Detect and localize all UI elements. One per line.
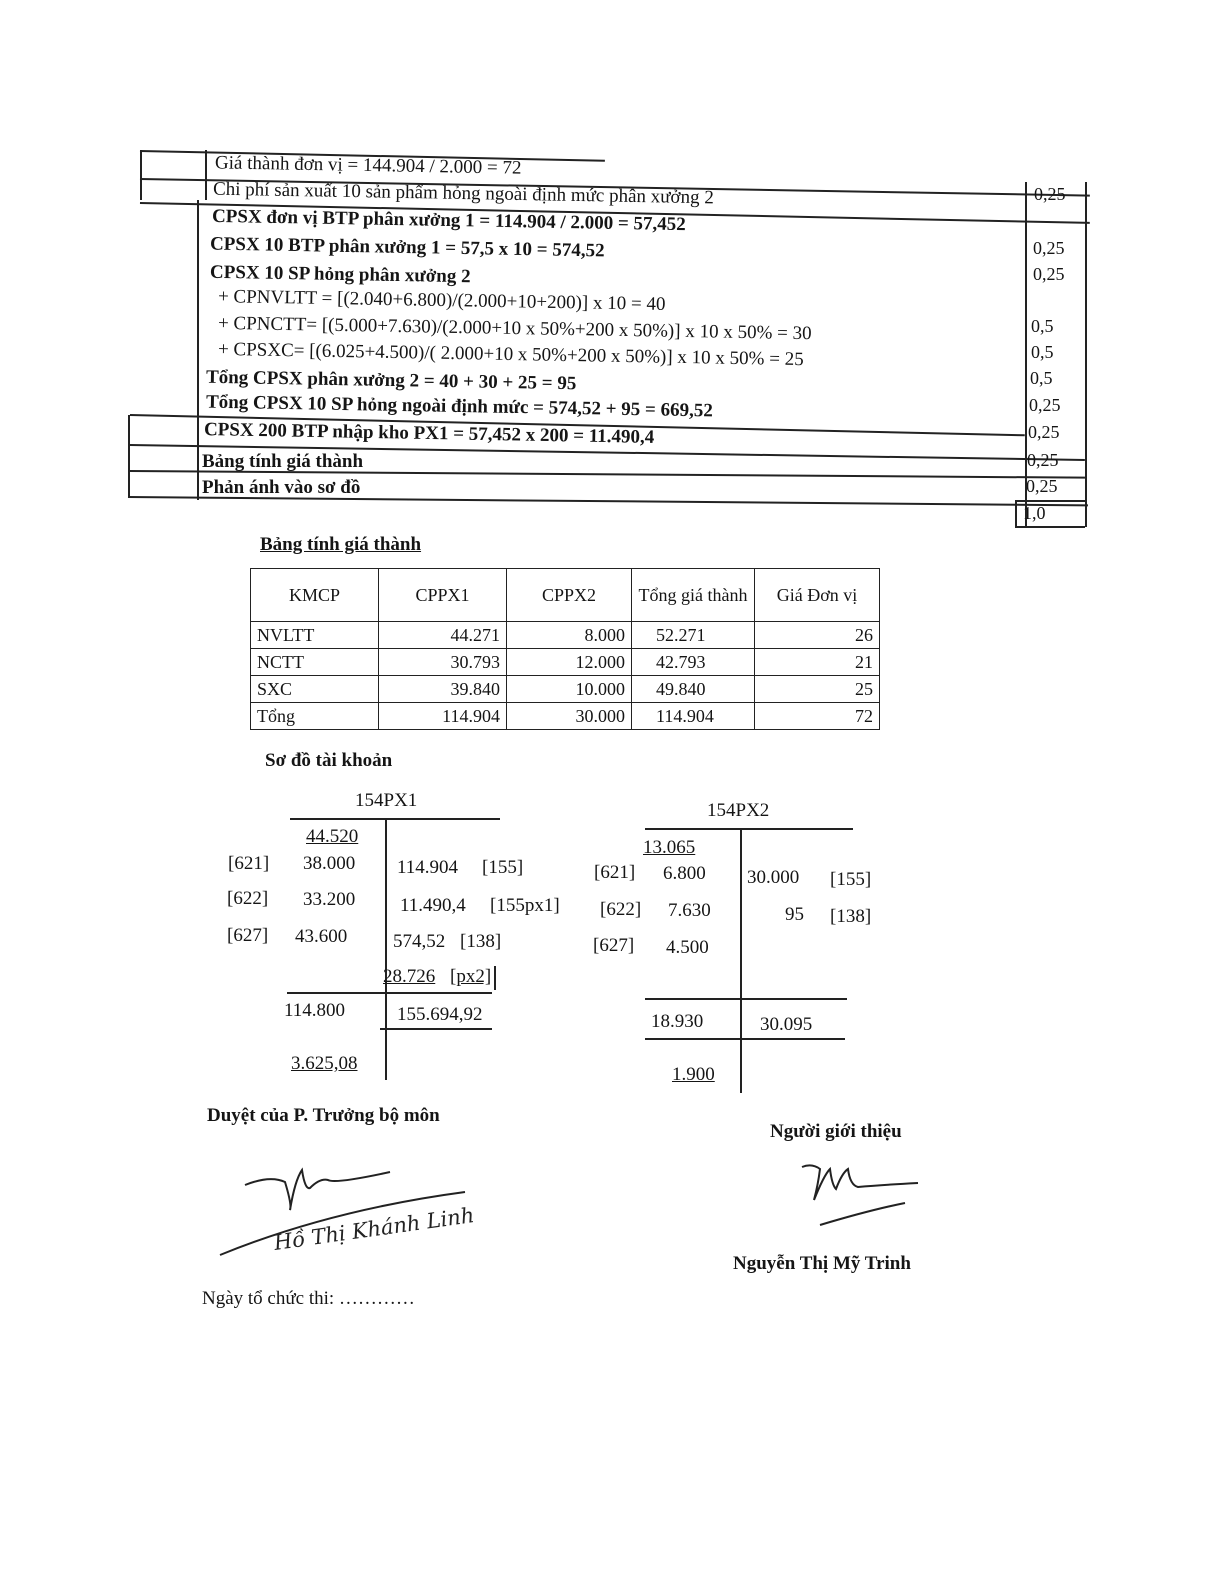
answer-row-3: CPSX đơn vị BTP phân xưởng 1 = 114.904 / 2.000 = 57,452 [211,205,686,236]
score-row-4: 0,25 [1033,238,1065,258]
debit-amount: 6.800 [663,863,706,884]
cell-cppx2: 12.000 [507,649,632,676]
cell-cppx2: 8.000 [507,622,632,649]
credit-code: [155] [830,869,872,890]
debit-code: [622] [227,888,269,909]
score-row-12: 0,25 [1027,450,1059,470]
answer-row-10: Tổng CPSX 10 SP hỏng ngoài định mức = 574,52 + 95 = 669,52 [205,391,713,422]
cell-total: 114.904 [632,703,755,730]
answer-row-11: CPSX 200 BTP nhập kho PX1 = 57,452 x 200 = 11.490,4 [203,419,655,448]
debit-total: 18.930 [651,1011,704,1032]
header-cppx1: CPPX1 [379,569,507,622]
credit-total: 30.095 [760,1014,813,1035]
approver-signature [210,1150,480,1260]
table-row [251,676,880,703]
score-row-7: 0,5 [1031,316,1054,336]
credit-amount: 28.726 [383,966,436,987]
presenter-signature [790,1155,940,1235]
cell-cppx1: 39.840 [379,676,507,703]
credit-code: [138] [830,906,872,927]
score-row-14: 1,0 [1023,503,1046,523]
debit-amount: 7.630 [668,900,711,921]
cost-table-caption: Bảng tính giá thành [260,534,422,555]
credit-total: 155.694,92 [397,1004,483,1025]
credit-code: [px2] [450,966,492,987]
cell-unit: 25 [755,676,880,703]
cell-cppx2: 30.000 [507,703,632,730]
cell-total: 52.271 [632,622,755,649]
credit-code: [138] [460,931,502,952]
cell-kmcp: SXC [251,676,379,703]
closing-balance: 1.900 [672,1064,715,1085]
t-account-name: 154PX1 [355,790,418,811]
score-row-10: 0,25 [1029,395,1061,415]
cell-cppx1: 114.904 [379,703,507,730]
presenter-name: Nguyễn Thị Mỹ Trinh [733,1253,911,1274]
cell-kmcp: Tổng [251,703,379,730]
answer-row-1: Giá thành đơn vị = 144.904 / 2.000 = 72 [214,152,522,179]
account-diagram-title: Sơ đồ tài khoản [265,750,393,771]
cost-table-header [251,569,880,622]
header-kmcp: KMCP [251,569,379,622]
answer-row-13: Phản ánh vào sơ đồ [202,477,361,498]
credit-code: [155px1] [490,895,560,916]
answer-row-5: CPSX 10 SP hỏng phân xưởng 2 [209,261,471,288]
closing-balance: 3.625,08 [291,1053,358,1074]
approver-handwritten-name: Hồ Thị Khánh Linh [272,1203,476,1255]
debit-amount: 43.600 [295,926,348,947]
credit-amount: 574,52 [393,931,446,952]
answer-row-7: + CPNCTT= [(5.000+7.630)/(2.000+10 x 50%+200 x 50%)] x 10 x 50% = 30 [217,312,812,345]
header-cppx2: CPPX2 [507,569,632,622]
score-row-9: 0,5 [1030,368,1053,388]
approval-label: Duyệt của P. Trưởng bộ môn [207,1105,440,1126]
cell-cppx1: 30.793 [379,649,507,676]
score-row-13: 0,25 [1026,476,1058,496]
cell-total: 42.793 [632,649,755,676]
debit-amount: 38.000 [303,853,356,874]
score-row-2: 0,25 [1034,184,1066,204]
cell-cppx1: 44.271 [379,622,507,649]
answer-row-6: + CPNVLTT = [(2.040+6.800)/(2.000+10+200)] x 10 = 40 [217,286,666,315]
debit-code: [622] [600,899,642,920]
answer-row-2: Chi phí sản xuất 10 sản phẩm hỏng ngoài định mức phân xưởng 2 [212,178,714,209]
opening-balance: 13.065 [643,837,696,858]
cell-kmcp: NCTT [251,649,379,676]
cell-cppx2: 10.000 [507,676,632,703]
cell-kmcp: NVLTT [251,622,379,649]
score-row-8: 0,5 [1031,342,1054,362]
cell-unit: 21 [755,649,880,676]
answer-row-4: CPSX 10 BTP phân xưởng 1 = 57,5 x 10 = 574,52 [209,233,605,262]
cell-total: 49.840 [632,676,755,703]
table-row [251,649,880,676]
score-row-5: 0,25 [1033,264,1065,284]
credit-amount: 95 [785,904,804,925]
score-row-11: 0,25 [1028,422,1060,442]
credit-amount: 30.000 [747,867,800,888]
credit-amount: 11.490,4 [400,895,466,916]
debit-code: [627] [227,925,269,946]
opening-balance: 44.520 [306,826,359,847]
debit-code: [627] [593,935,635,956]
credit-code: [155] [482,857,524,878]
answer-row-8: + CPSXC= [(6.025+4.500)/( 2.000+10 x 50%+200 x 50%)] x 10 x 50% = 25 [217,338,804,371]
debit-total: 114.800 [284,1000,346,1021]
header-total-cost: Tổng giá thành [632,569,755,622]
debit-code: [621] [594,862,636,883]
debit-code: [621] [228,853,270,874]
t-account-name: 154PX2 [707,800,770,821]
debit-amount: 4.500 [666,937,709,958]
cost-table [250,568,880,730]
exam-date-label: Ngày tổ chức thi: ………… [202,1288,415,1309]
presenter-label: Người giới thiệu [770,1121,902,1142]
credit-amount: 114.904 [397,857,459,878]
cell-unit: 72 [755,703,880,730]
table-row [251,622,880,649]
answer-row-9: Tổng CPSX phân xưởng 2 = 40 + 30 + 25 = 95 [205,366,577,395]
header-unit-cost: Giá Đơn vị [755,569,880,622]
answer-row-12: Bảng tính giá thành [202,451,364,472]
table-row [251,703,880,730]
cell-unit: 26 [755,622,880,649]
debit-amount: 33.200 [303,889,356,910]
